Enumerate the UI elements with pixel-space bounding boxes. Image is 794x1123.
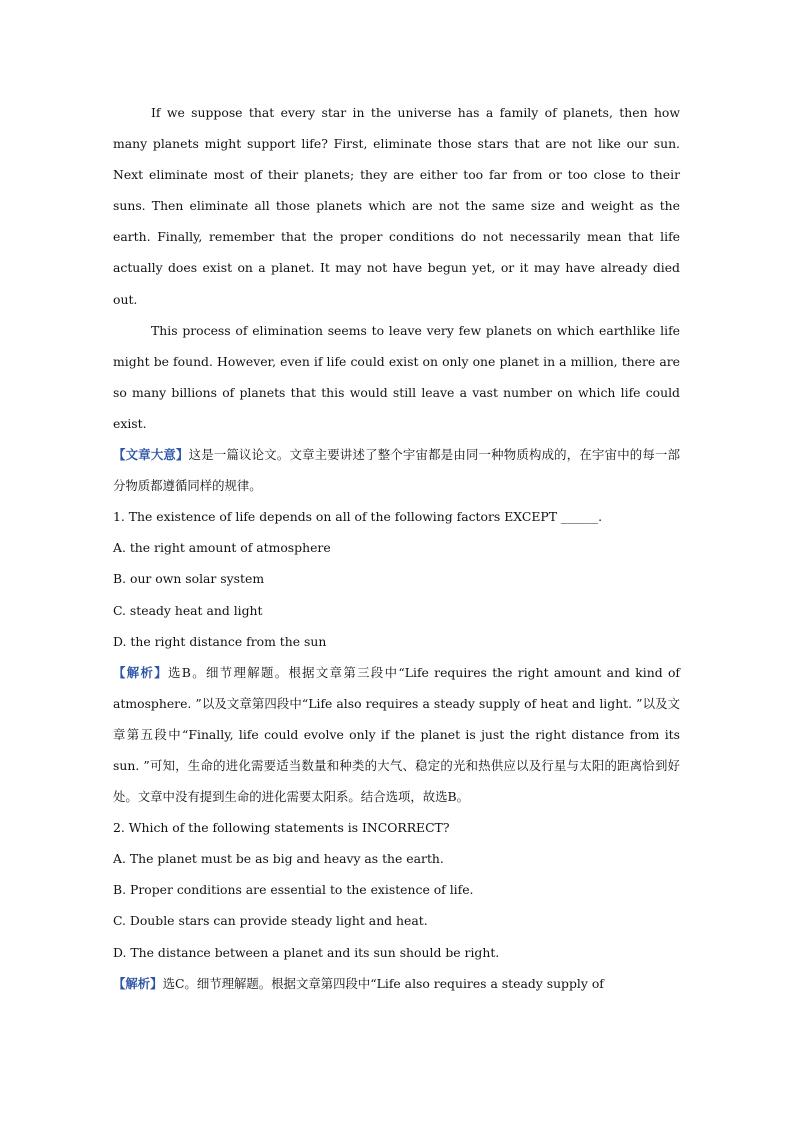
question-2-option-c: C. Double stars can provide steady light and heat. <box>113 913 428 929</box>
question-2-option-a: A. The planet must be as big and heavy as the earth. <box>113 851 444 867</box>
question-2-option-d: D. The distance between a planet and its sun should be right. <box>113 944 500 960</box>
question-2-analysis <box>113 968 680 999</box>
document-page <box>113 97 680 999</box>
analysis-text: 选B。细节理解题。根据文章第三段中“Life requires the right amount and kind of atmosphere. ”以及文章第四段中“Life also requires a steady supply of heat and light. ”以及文章第五段中“Finally, life could evolve only if the planet is just the right distance from its sun. ”可知，生命的进化需要适当数量和种类的大气、稳定的光和热供应以及行星与太阳的距离恰到好处。文章中没有提到生命的进化需要太阳系。结合选项，故选B。 <box>113 664 681 805</box>
question-1-option-b: B. our own solar system <box>113 571 265 587</box>
passage-paragraph-1: If we suppose that every star in the universe has a family of planets, then how many planets might support life? First, eliminate those stars that are not like our sun. Next eliminate most of their planets; they are either too far from or too close to their suns. Then eliminate all those planets which are not the same size and weight as the earth. Finally, remember that the proper conditions do not necessarily mean that life actually does exist on a planet. It may not have begun yet, or it may have already died out. <box>113 105 680 307</box>
analysis-text: 选C。细节理解题。根据文章第四段中“Life also requires a steady supply of <box>162 975 604 991</box>
summary-text: 这是一篇议论文。文章主要讲述了整个宇宙都是由同一种物质构成的，在宇宙中的每一部分物质都遵循同样的规律。 <box>113 447 681 494</box>
question-1-option-d: D. the right distance from the sun <box>113 633 327 649</box>
question-2-option-b: B. Proper conditions are essential to the existence of life. <box>113 882 474 898</box>
analysis-tag: 【解析】 <box>113 975 163 991</box>
summary-block <box>113 439 680 501</box>
question-1-option-c: C. steady heat and light <box>113 602 263 618</box>
question-1-option-a: A. the right amount of atmosphere <box>113 540 331 556</box>
passage-paragraph-2: This process of elimination seems to leave very few planets on which earthlike life might be found. However, even if life could exist on only one planet in a million, there are so many billions of planets that this would still leave a vast number on which life could exist. <box>113 322 680 431</box>
summary-tag: 【文章大意】 <box>113 447 189 463</box>
analysis-tag: 【解析】 <box>113 664 168 680</box>
question-2-stem: 2. Which of the following statements is INCORRECT? <box>113 820 450 836</box>
question-1-analysis <box>113 657 680 812</box>
question-1-stem: 1. The existence of life depends on all of the following factors EXCEPT ______. <box>113 509 603 525</box>
